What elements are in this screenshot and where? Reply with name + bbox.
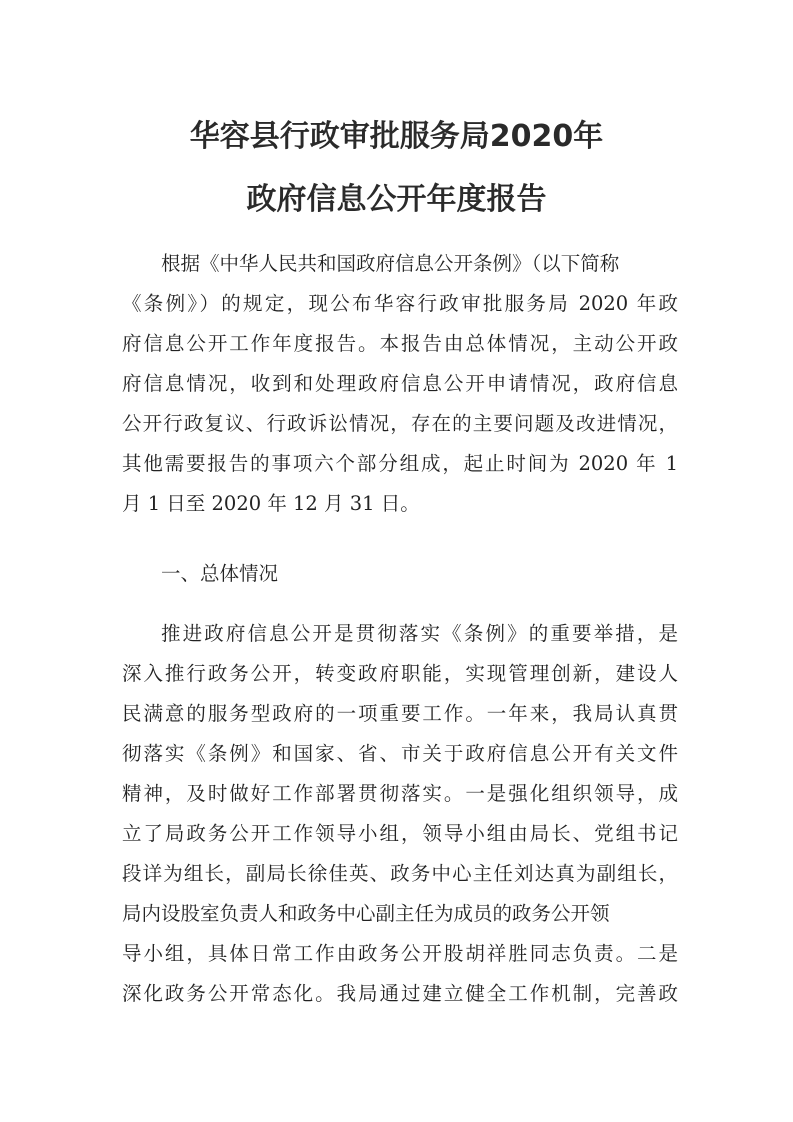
document-title-line-1: 华容县行政审批服务局2020年 — [189, 119, 604, 154]
section-heading-block — [122, 555, 678, 595]
intro-line: 府信息情况，收到和处理政府信息公开申请情况，政府信息 — [122, 372, 678, 395]
intro-line: 月 1 日至 2020 年 12 月 31 日。 — [122, 492, 420, 515]
document-title-line-2: 政府信息公开年度报告 — [246, 182, 547, 217]
section-1-line: 推进政府信息公开是贯彻落实《条例》的重要举措，是 — [161, 622, 678, 645]
intro-line: 公开行政复议、行政诉讼情况，存在的主要问题及改进情况， — [122, 412, 678, 435]
section-1-line: 局内设股室负责人和政务中心副主任为成员的政务公开领 — [122, 902, 610, 925]
intro-line: 其他需要报告的事项六个部分组成，起止时间为 2020 年 1 — [122, 452, 678, 475]
section-1-line: 民满意的服务型政府的一项重要工作。一年来，我局认真贯 — [122, 702, 678, 725]
intro-line: 府信息公开工作年度报告。本报告由总体情况，主动公开政 — [122, 332, 678, 355]
section-1-paragraph — [122, 615, 678, 1025]
section-1-line: 立了局政务公开工作领导小组，领导小组由局长、党组书记 — [122, 822, 678, 845]
section-1-heading: 一、总体情况 — [161, 562, 279, 585]
section-1-line: 彻落实《条例》和国家、省、市关于政府信息公开有关文件 — [122, 742, 678, 765]
intro-paragraph — [122, 245, 678, 525]
section-1-line: 段详为组长，副局长徐佳英、政务中心主任刘达真为副组长， — [122, 862, 678, 885]
section-1-line: 精神，及时做好工作部署贯彻落实。一是强化组织领导，成 — [122, 782, 678, 805]
intro-line: 《条例》）的规定，现公布华容行政审批服务局 2020 年政 — [122, 292, 678, 315]
section-1-line: 深化政务公开常态化。我局通过建立健全工作机制，完善政 — [122, 982, 678, 1005]
section-1-line: 导小组，具体日常工作由政务公开股胡祥胜同志负责。二是 — [122, 942, 678, 965]
section-1-line: 深入推行政务公开，转变政府职能，实现管理创新，建设人 — [122, 662, 678, 685]
intro-line: 根据《中华人民共和国政府信息公开条例》（以下简称 — [161, 252, 620, 275]
